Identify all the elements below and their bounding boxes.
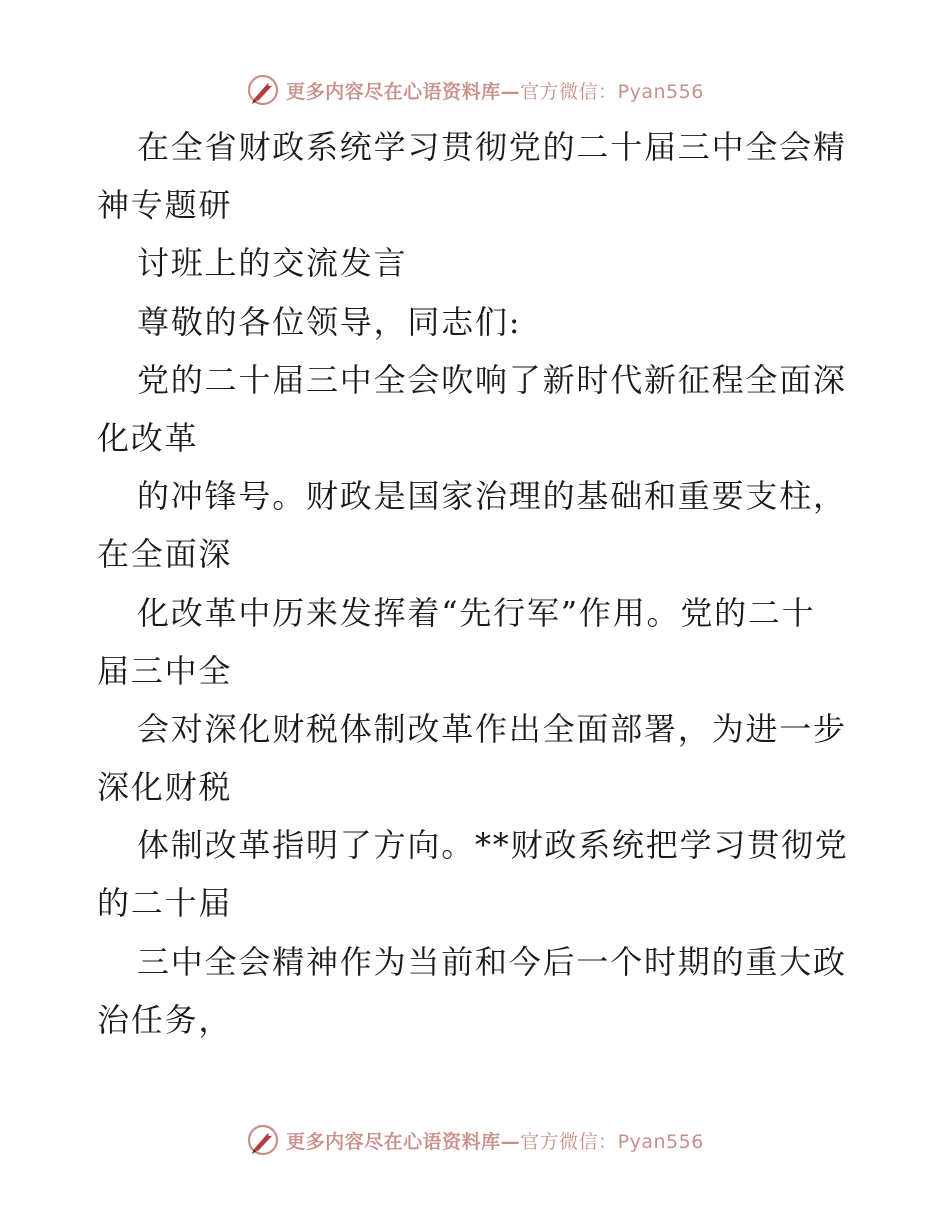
watermark-header	[0, 70, 950, 110]
pen-logo-icon	[246, 73, 280, 107]
text-line: 的二十届	[97, 884, 233, 923]
text-line: 届三中全	[97, 651, 233, 690]
text-line: 在全省财政系统学习贯彻党的二十届三中全会精	[137, 128, 847, 166]
text-line: 在全面深	[97, 535, 233, 574]
watermark-footer	[0, 1120, 950, 1160]
text-line: 党的二十届三中全会吹响了新时代新征程全面深	[137, 360, 847, 399]
text-line: 的冲锋号。财政是国家治理的基础和重要支柱，	[137, 477, 847, 516]
text-line: 神专题研	[97, 186, 233, 225]
text-line: 会对深化财税体制改革作出全面部署，为进一步	[137, 709, 847, 748]
text-line: 讨班上的交流发言	[137, 244, 408, 283]
text-line: 尊敬的各位领导，同志们:	[137, 302, 522, 341]
document-body	[97, 118, 867, 1049]
watermark-text: 更多内容尽在心语资料库—官方微信：Pyan556	[286, 80, 704, 103]
text-line: 治任务，	[97, 1000, 233, 1039]
watermark-text: 更多内容尽在心语资料库—官方微信：Pyan556	[286, 1130, 704, 1153]
text-line: 化改革	[97, 418, 199, 457]
text-line: 深化财税	[97, 768, 233, 807]
text-line: 体制改革指明了方向。**财政系统把学习贯彻党	[137, 826, 849, 865]
text-line: 三中全会精神作为当前和今后一个时期的重大政	[137, 942, 847, 981]
text-line: 化改革中历来发挥着“先行军”作用。党的二十	[137, 593, 816, 632]
pen-logo-icon	[246, 1123, 280, 1157]
